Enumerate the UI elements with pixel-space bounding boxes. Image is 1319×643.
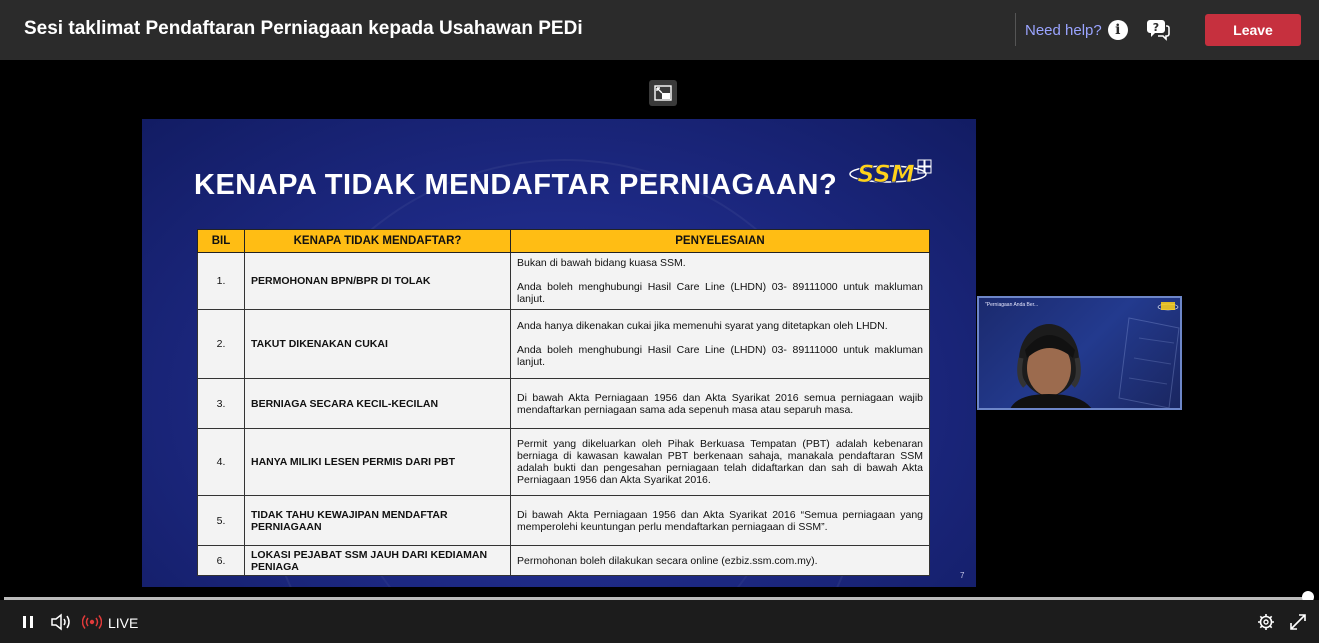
row-number: 6.: [198, 546, 245, 576]
need-help-link[interactable]: [1025, 20, 1128, 40]
leave-button[interactable]: Leave: [1205, 14, 1301, 46]
reasons-table: [197, 229, 930, 576]
ssm-logo: [848, 154, 936, 190]
svg-text:?: ?: [1152, 21, 1160, 34]
fullscreen-icon: [1289, 613, 1307, 631]
live-label: LIVE: [108, 615, 139, 631]
slide-title: KENAPA TIDAK MENDAFTAR PERNIAGAAN?: [194, 169, 838, 201]
table-row: [198, 546, 930, 576]
popout-button[interactable]: [649, 80, 677, 106]
solution-text: Anda boleh menghubungi Hasil Care Line (LHDN) 03- 89111000 untuk makluman lanjut.: [517, 281, 923, 305]
gear-icon: [1257, 613, 1275, 631]
session-title: Sesi taklimat Pendaftaran Perniagaan kepada Usahawan PEDi: [24, 18, 583, 39]
divider: [1015, 13, 1016, 46]
table-row: [198, 379, 930, 429]
row-number: 3.: [198, 379, 245, 429]
row-number: 4.: [198, 429, 245, 496]
row-reason: HANYA MILIKI LESEN PERMIS DARI PBT: [245, 429, 511, 496]
pause-icon: [22, 614, 34, 630]
solution-text: Anda hanya dikenakan cukai jika memenuhi syarat yang ditetapkan oleh LHDN.: [517, 320, 888, 332]
live-indicator[interactable]: [82, 614, 102, 635]
row-number: 5.: [198, 496, 245, 546]
col-header-reason: KENAPA TIDAK MENDAFTAR?: [245, 230, 511, 253]
solution-text: Permit yang dikeluarkan oleh Pihak Berkuasa Tempatan (PBT) adalah kebenaran berniaga di kawasan kawalan PBT berkenaan sahaja, manakala pendaftaran SSM adalah bukti dan pengesahan perniagaan telah didaftarkan dan sah di bawah Akta Perniagaan 1956 dan Akta Syarikat 2016.: [517, 438, 923, 486]
volume-icon: [50, 613, 72, 631]
volume-button[interactable]: [50, 613, 72, 636]
pause-button[interactable]: [22, 614, 34, 635]
row-solution: [511, 429, 930, 496]
question-chat-icon[interactable]: [1146, 17, 1170, 41]
info-icon: i: [1108, 20, 1128, 40]
player-controls: [0, 600, 1319, 643]
col-header-solution: PENYELESAIAN: [511, 230, 930, 253]
row-number: 1.: [198, 253, 245, 310]
solution-text: Anda boleh menghubungi Hasil Care Line (LHDN) 03- 89111000 untuk makluman lanjut.: [517, 344, 923, 368]
col-header-bil: BIL: [198, 230, 245, 253]
solution-text: Bukan di bawah bidang kuasa SSM.: [517, 257, 686, 269]
table-row: [198, 429, 930, 496]
row-solution: [511, 546, 930, 576]
webcam-slide-title: "Perniagaan Anda Ber...: [985, 302, 1039, 308]
row-solution: [511, 310, 930, 379]
row-solution: [511, 253, 930, 310]
svg-text:SSM: SSM: [857, 160, 915, 188]
table-row: [198, 310, 930, 379]
row-number: 2.: [198, 310, 245, 379]
row-reason: TIDAK TAHU KEWAJIPAN MENDAFTAR PERNIAGAAN: [245, 496, 511, 546]
row-reason: LOKASI PEJABAT SSM JAUH DARI KEDIAMAN PENIAGA: [245, 546, 511, 576]
need-help-label: Need help?: [1025, 21, 1102, 39]
table-row: [198, 496, 930, 546]
fullscreen-button[interactable]: [1289, 613, 1307, 636]
live-broadcast-icon: [82, 614, 102, 630]
presenter-webcam[interactable]: [977, 296, 1182, 410]
top-bar: [0, 0, 1319, 60]
row-solution: [511, 496, 930, 546]
table-row: [198, 253, 930, 310]
solution-text: Permohonan boleh dilakukan secara online (ezbiz.ssm.com.my).: [517, 554, 818, 567]
presenter-avatar: [979, 298, 1182, 410]
slide-page-number: 7: [960, 571, 965, 580]
popout-icon: [654, 85, 672, 101]
settings-button[interactable]: [1257, 613, 1275, 636]
row-solution: [511, 379, 930, 429]
row-reason: TAKUT DIKENAKAN CUKAI: [245, 310, 511, 379]
solution-text: Di bawah Akta Perniagaan 1956 dan Akta Syarikat 2016 “Semua perniagaan yang memperolehi keuntungan perlu mendaftarkan perniagaan di SSM”.: [517, 508, 923, 533]
table-header-row: [198, 230, 930, 253]
solution-text: Di bawah Akta Perniagaan 1956 dan Akta Syarikat 2016 semua perniagaan wajib mendaftarkan perniagaan sama ada sepenuh masa atau separuh masa.: [517, 391, 923, 416]
row-reason: BERNIAGA SECARA KECIL-KECILAN: [245, 379, 511, 429]
row-reason: PERMOHONAN BPN/BPR DI TOLAK: [245, 253, 511, 310]
presentation-slide: [142, 119, 976, 587]
